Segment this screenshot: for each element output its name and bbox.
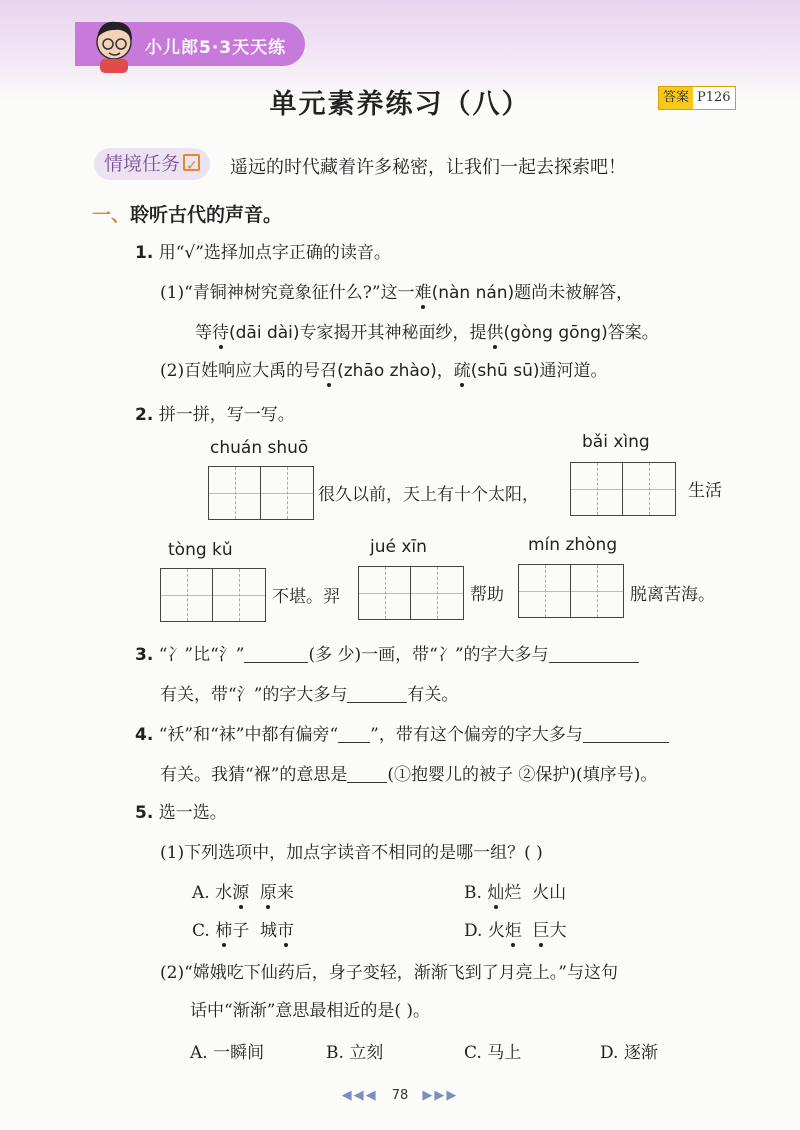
writing-box-minzhong[interactable]	[518, 564, 624, 618]
q1-l2-dotted-char: 待	[212, 323, 229, 343]
q1-line-3	[160, 356, 608, 381]
brand-title: 小儿郎5·3天天练	[145, 38, 287, 58]
pinyin-baixing: bǎi xìng	[582, 432, 650, 452]
q4-text-b: ”，带有这个偏旁的字大多与	[370, 725, 583, 745]
q1-l3-options-2: (shū sū)通河道。	[470, 361, 608, 381]
q1-stem: 用“√”选择加点字正确的读音。	[158, 243, 391, 263]
q1-l2-options-2: (gòng gōng)答案。	[503, 323, 659, 343]
q1-l3-dotted-char-2: 疏	[453, 361, 471, 381]
q1-l1-dotted-char: 难	[414, 283, 432, 303]
q4-text-a: “袄”和“袜”中都有偏旁“	[158, 725, 339, 745]
answer-badge	[658, 86, 736, 110]
q5-choice-1[interactable]: A. 一瞬间	[190, 1043, 265, 1063]
opt-d-pre: D. 火	[464, 921, 505, 941]
q1-line-1	[160, 278, 633, 303]
q5-sub-2-line-2: 话中“渐渐”意思最相近的是( )。	[190, 1001, 431, 1021]
pinyin-minzhong: mín zhòng	[528, 535, 618, 555]
q5-choice-4[interactable]: D. 逐渐	[600, 1043, 658, 1063]
writing-box-baixing[interactable]	[570, 462, 676, 516]
q3-text-a: “冫”比“氵”	[158, 645, 245, 665]
q5-sub-2-line-1: (2)“嫦娥吃下仙药后，身子变轻，渐渐飞到了月亮上。”与这句	[160, 963, 618, 983]
q2-text-1: 很久以前，天上有十个太阳，	[318, 485, 539, 505]
q5-option-d[interactable]	[464, 916, 567, 941]
page-number: 78	[391, 1088, 409, 1103]
section-title	[92, 200, 282, 227]
q5-choice-2[interactable]: B. 立刻	[326, 1043, 384, 1063]
opt-a-post: 来	[276, 883, 294, 903]
q4-blank-2[interactable]	[583, 726, 669, 743]
q3-blank-3[interactable]	[347, 686, 407, 703]
q5-choice-3[interactable]: C. 马上	[464, 1043, 522, 1063]
opt-a-pre: A. 水	[192, 883, 233, 903]
q5-option-a[interactable]	[192, 878, 294, 903]
q3-number: 3.	[135, 645, 154, 665]
opt-a-dot2: 原	[259, 883, 277, 903]
q1-l2-dotted-char-2: 供	[486, 323, 504, 343]
q5-stem: 选一选。	[158, 803, 227, 823]
q1-l1-options: (nàn nán)题尚未被解答，	[431, 283, 634, 303]
opt-c-pre: C.	[192, 921, 216, 941]
q2-text-2: 生活	[688, 481, 722, 501]
opt-a-dot: 源	[232, 883, 250, 903]
q5-sub-1: (1)下列选项中，加点字读音不相同的是哪一组？( )	[160, 843, 543, 863]
q2-number: 2.	[135, 405, 154, 425]
q2-text-3: 不堪。羿	[272, 587, 340, 607]
q5-number: 5.	[135, 803, 154, 823]
q4-line-2	[160, 760, 657, 785]
section-title-text: 聆听古代的声音。	[130, 204, 283, 226]
q3-text-d: 有关。	[407, 685, 459, 705]
task-label	[94, 148, 210, 180]
q3-blank-2[interactable]	[549, 646, 639, 663]
q2-text-5: 脱离苦海。	[630, 585, 715, 605]
writing-box-tongku[interactable]	[160, 568, 266, 622]
opt-c-dot: 柿	[215, 921, 233, 941]
opt-b-mid: 烂	[504, 883, 533, 903]
task-text: 遥远的时代藏着许多秘密，让我们一起去探索吧！	[230, 157, 626, 178]
q3-text-c: 有关，带“氵”的字大多与	[160, 685, 348, 705]
q4-number: 4.	[135, 725, 154, 745]
q3-blank-1[interactable]	[244, 646, 308, 663]
boy-mascot-icon	[88, 14, 140, 74]
opt-c-dot2: 市	[277, 921, 295, 941]
opt-b-dot: 灿	[487, 883, 505, 903]
opt-d-mid	[522, 921, 533, 941]
left-arrows-icon: ◀◀◀	[341, 1088, 378, 1103]
q5-option-c[interactable]	[192, 916, 294, 941]
section-number: 一、	[92, 204, 131, 226]
opt-a-mid	[249, 883, 260, 903]
task-label-text: 情境任务	[104, 153, 181, 175]
checkbox-icon	[183, 154, 200, 171]
q2-stem-line	[135, 400, 295, 425]
q5-stem-line	[135, 798, 227, 823]
writing-box-juexin[interactable]	[358, 566, 464, 620]
q3-line-1	[135, 640, 639, 665]
q3-text-b: (多 少)一画，带“冫”的字大多与	[308, 645, 549, 665]
pinyin-chuanshuo: chuán shuō	[210, 438, 309, 458]
q4-text-d: (①抱婴儿的被子 ②保护)(填序号)。	[387, 765, 658, 785]
q4-blank-3[interactable]	[347, 766, 387, 783]
opt-b-post: 火山	[532, 883, 567, 903]
q4-blank-1[interactable]	[338, 726, 370, 743]
q2-stem: 拼一拼，写一写。	[158, 405, 295, 425]
pinyin-tongku: tòng kǔ	[168, 540, 233, 560]
q1-l3-dotted-char: 召	[320, 361, 338, 381]
opt-c-mid: 子 城	[232, 921, 278, 941]
q1-l3-options: (zhāo zhào)，	[337, 361, 454, 381]
q2-text-4: 帮助	[470, 585, 504, 605]
q1-l2-text: 等	[195, 323, 212, 343]
q3-line-2	[160, 680, 458, 705]
opt-d-dot: 炬	[504, 921, 522, 941]
opt-b-pre: B.	[464, 883, 488, 903]
q1-l2-options: (dāi dài)专家揭开其神秘面纱，提	[229, 323, 487, 343]
q1-l3-text: (2)百姓响应大禹的号	[160, 361, 321, 381]
q1-line-2	[195, 318, 659, 343]
right-arrows-icon: ▶▶▶	[422, 1088, 459, 1103]
writing-box-chuanshuo[interactable]	[208, 466, 314, 520]
answer-label: 答案	[663, 90, 690, 105]
q1-number: 1.	[135, 243, 154, 263]
q1-l1-text: (1)“青铜神树究竟象征什么?”这一	[160, 283, 415, 303]
q4-line-1	[135, 720, 669, 745]
page-footer	[0, 1088, 800, 1103]
q4-text-c: 有关。我猜“褓”的意思是	[160, 765, 348, 785]
q1-stem-line	[135, 238, 391, 263]
q5-option-b[interactable]	[464, 878, 566, 903]
answer-page: P126	[693, 87, 735, 109]
pinyin-juexin: jué xīn	[370, 537, 427, 557]
opt-d-post: 大	[549, 921, 567, 941]
opt-d-dot2: 巨	[532, 921, 550, 941]
page-title: 单元素养练习（八）	[269, 89, 531, 120]
